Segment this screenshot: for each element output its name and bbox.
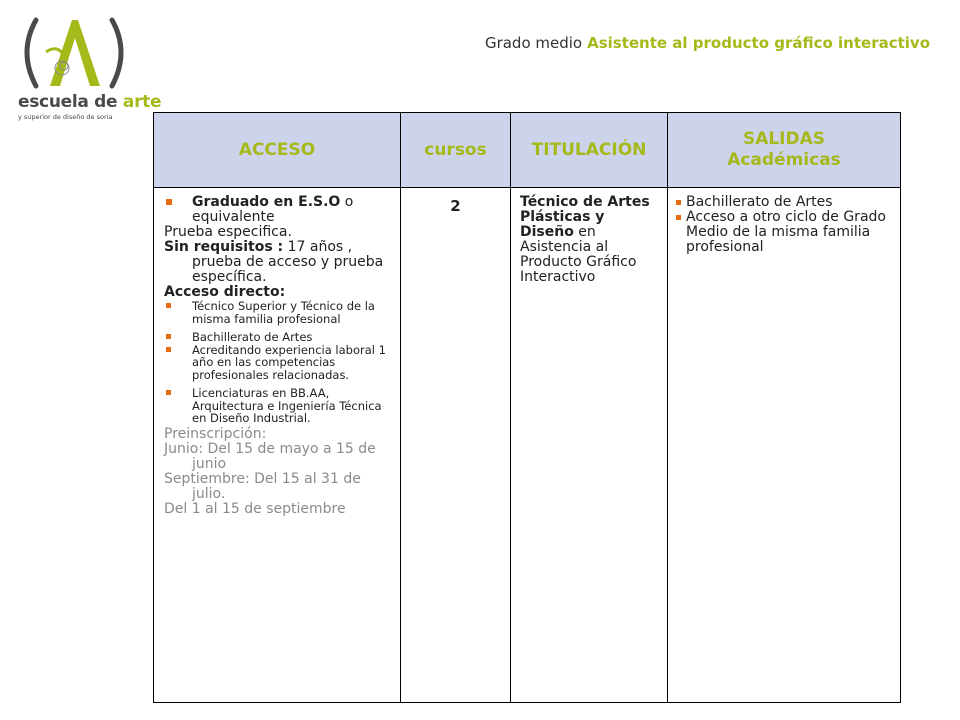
school-logo (14, 14, 162, 124)
titulacion-cell (511, 188, 668, 703)
sin-requisitos-text: 17 años , prueba de acceso y prueba específica. (192, 239, 384, 285)
logo-name-prefix: escuela de (18, 92, 123, 112)
salidas-header-line1: SALIDAS (742, 129, 826, 149)
bullet-icon (676, 215, 681, 220)
logo-subtitle: y superior de diseño de soria (18, 113, 113, 121)
bullet-icon (166, 334, 171, 339)
cursos-cell (401, 188, 511, 703)
directo-item-text: Licenciaturas en BB.AA, Arquitectura e Ingeniería Técnica en Diseño Industrial. (192, 386, 382, 425)
page-title: Asistente al producto gráfico interactivo (587, 34, 930, 52)
table-header-row (154, 113, 901, 188)
acceso-item1-bold: Graduado en E.S.O (192, 194, 341, 210)
directo-item-text: Técnico Superior y Técnico de la misma familia profesional (192, 299, 375, 326)
bullet-icon (166, 347, 171, 352)
preinscripcion-septiembre: Septiembre: Del 15 al 31 de julio. (164, 470, 361, 502)
table-row (154, 188, 901, 703)
col-header-titulacion: TITULACIÓN (511, 113, 668, 188)
logo-mark-icon (14, 14, 134, 96)
preinscripcion-junio: Junio: Del 15 de mayo a 15 de junio (164, 440, 376, 472)
acceso-sin-requisitos (164, 240, 393, 285)
acceso-prueba: Prueba especifica. (164, 224, 292, 240)
bullet-icon (166, 199, 172, 205)
col-header-salidas (668, 113, 901, 188)
list-item (164, 300, 393, 325)
info-table (153, 112, 901, 703)
bullet-icon (166, 390, 171, 395)
titulacion-bold: Técnico de Artes Plásticas y Diseño (520, 194, 650, 240)
col-header-cursos: cursos (401, 113, 511, 188)
acceso-item1-rest: o equivalente (192, 194, 354, 225)
acceso-directo-label: Acceso directo: (164, 284, 286, 300)
bullet-icon (166, 303, 171, 308)
bullet-icon (676, 200, 681, 205)
logo-name-accent: arte (122, 92, 162, 112)
page-header (485, 34, 930, 52)
list-item (676, 195, 893, 210)
acceso-directo-list (164, 300, 393, 425)
list-item (164, 387, 393, 425)
preinscripcion-label: Preinscripción: (164, 425, 267, 442)
acceso-cell (154, 188, 401, 703)
salidas-cell (668, 188, 901, 703)
titulacion-rest: en Asistencia al Producto Gráfico Interactivo (520, 224, 637, 285)
header-prefix: Grado medio (484, 34, 583, 52)
list-item (164, 344, 393, 382)
salidas-header-line2: Académicas (727, 150, 841, 170)
cursos-value: 2 (450, 197, 461, 215)
sin-requisitos-label: Sin requisitos : (164, 239, 284, 255)
col-header-acceso: ACCESO (154, 113, 401, 188)
directo-item-text: Acreditando experiencia laboral 1 año en las competencias profesionales relacionadas. (192, 342, 386, 382)
logo-wordmark (18, 92, 161, 112)
salidas-item1: Bachillerato de Artes (686, 194, 833, 210)
salidas-item2: Acceso a otro ciclo de Grado Medio de la misma familia profesional (686, 209, 886, 255)
preinscripcion-del1: Del 1 al 15 de septiembre (164, 500, 346, 517)
list-item (164, 195, 393, 225)
list-item (676, 210, 893, 255)
directo-item-text: Bachillerato de Artes (192, 330, 313, 344)
